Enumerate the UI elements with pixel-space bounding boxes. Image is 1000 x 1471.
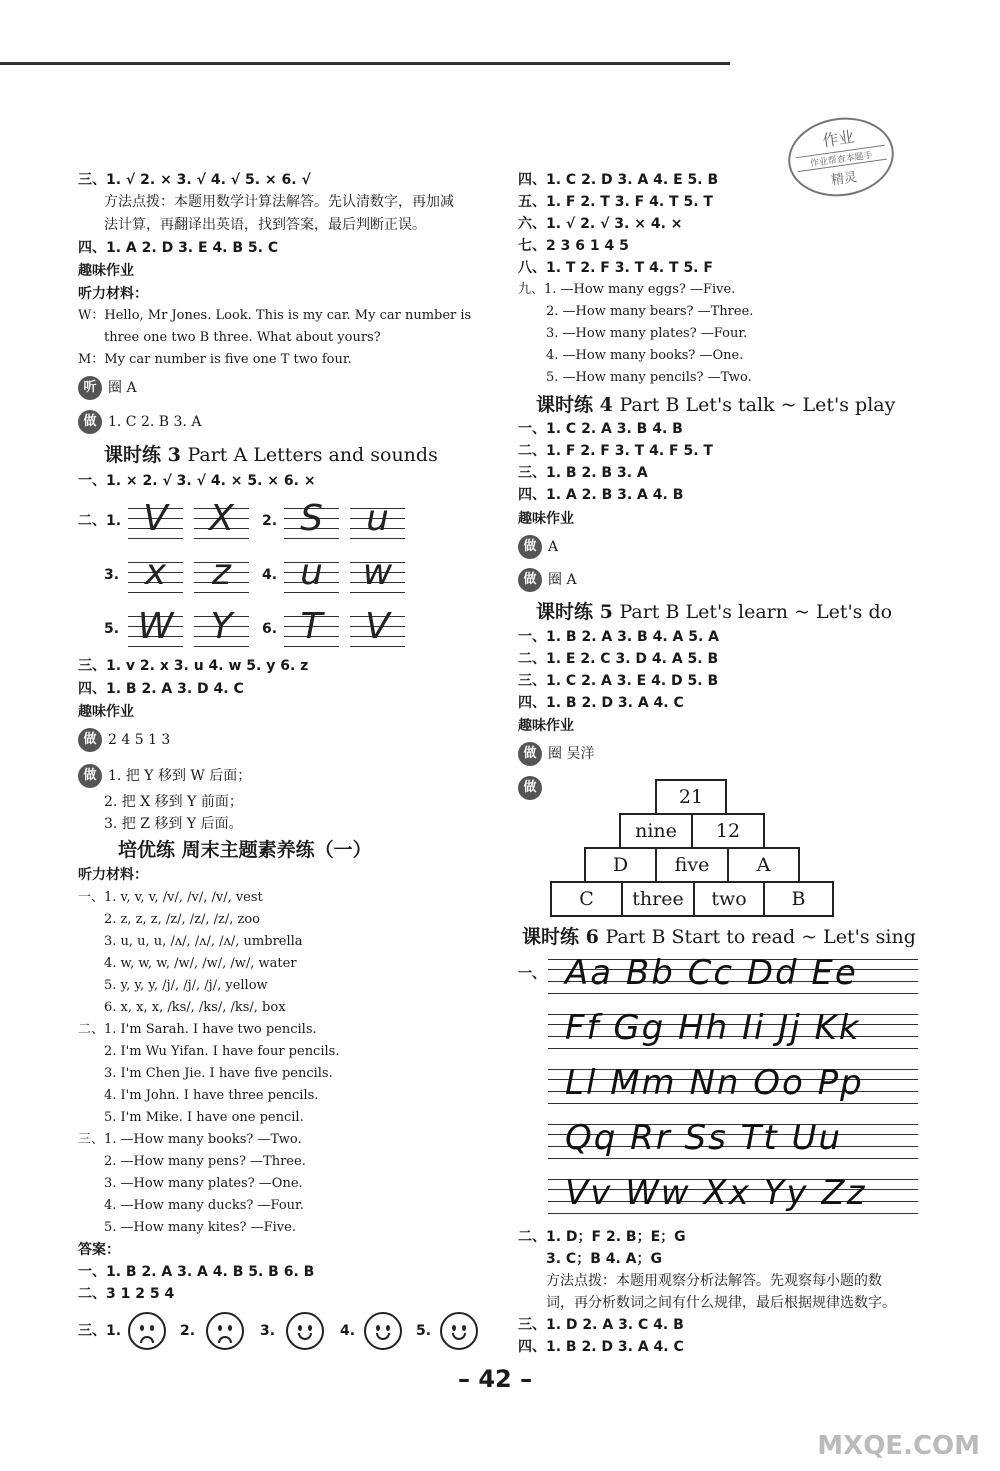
do-icon: 做 xyxy=(518,535,542,559)
listening-text: 3. u, u, u, /ʌ/, /ʌ/, /ʌ/, umbrella xyxy=(104,934,303,949)
answer-line: 做 圈 A xyxy=(518,568,577,592)
alphabet-row: Aa Bb Cc Dd Ee xyxy=(565,953,858,993)
handwritten-letter: X xyxy=(209,498,234,539)
alphabet-row: Ll Mm Nn Oo Pp xyxy=(565,1063,864,1103)
method-tip: 方法点拨：本题用观察分析法解答。先观察每小题的数 xyxy=(546,1273,882,1289)
listening-text: 5. I'm Mike. I have one pencil. xyxy=(104,1110,304,1125)
listening-text: 4. —How many ducks? —Four. xyxy=(104,1198,304,1213)
writing-box xyxy=(128,608,183,650)
answer-line: 四、1. B 2. A 3. D 4. C xyxy=(78,681,244,697)
answer-line: 六、1. √ 2. √ 3. × 4. × xyxy=(518,216,683,232)
answer-line: 二、1. E 2. C 3. D 4. A 5. B xyxy=(518,651,719,667)
handwritten-letter: Y xyxy=(210,606,233,647)
writing-box xyxy=(194,500,249,542)
answer-line: 一、1. × 2. √ 3. √ 4. × 5. × 6. × xyxy=(78,473,316,489)
answer-line: 二、3 1 2 5 4 xyxy=(78,1286,175,1302)
section-title: 课时练 6 Part B Start to read ~ Let's sing xyxy=(522,926,916,948)
answer-label: 一、 xyxy=(518,966,546,982)
stamp-seal xyxy=(783,111,899,203)
listening-text: 三、1. —How many books? —Two. xyxy=(78,1132,302,1147)
answer-line: 四、1. B 2. D 3. A 4. C xyxy=(518,695,684,711)
watermark-logo: MXQE.COM xyxy=(817,1431,980,1461)
pyramid-cell: three xyxy=(621,881,695,917)
writing-box xyxy=(350,608,405,650)
answer-label: 4. xyxy=(262,567,278,583)
section-title: 课时练 4 Part B Let's talk ~ Let's play xyxy=(536,394,896,416)
pyramid-cell: 21 xyxy=(655,779,727,815)
handwritten-letter: V xyxy=(365,606,390,647)
subheading: 趣味作业 xyxy=(78,704,134,720)
answer-line: 做 2 4 5 1 3 xyxy=(78,728,170,752)
listen-icon: 听 xyxy=(78,376,102,400)
answer-line: 四、1. A 2. B 3. A 4. B xyxy=(518,487,684,503)
answer-label: 3. xyxy=(260,1323,276,1339)
handwritten-letter: T xyxy=(300,606,323,647)
alphabet-row: Ff Gg Hh Ii Jj Kk xyxy=(565,1008,861,1048)
pyramid-cell: five xyxy=(655,847,729,883)
handwritten-letter: V xyxy=(143,498,168,539)
listening-text: 3. I'm Chen Jie. I have five pencils. xyxy=(104,1066,333,1081)
answer-label: 三、1. xyxy=(78,1323,122,1339)
pyramid-cell: 12 xyxy=(691,813,765,849)
top-rule xyxy=(0,62,730,65)
answer-line: 三、1. √ 2. × 3. √ 4. √ 5. × 6. √ xyxy=(78,172,311,188)
writing-box xyxy=(284,554,339,596)
listening-text: 6. x, x, x, /ks/, /ks/, /ks/, box xyxy=(104,1000,286,1015)
answer-line: 四、1. A 2. D 3. E 4. B 5. C xyxy=(78,240,279,256)
do-icon: 做 xyxy=(518,568,542,592)
answer-line: 二、1. F 2. F 3. T 4. F 5. T xyxy=(518,443,713,459)
handwritten-letter: u xyxy=(366,498,389,539)
dialog-line: 2. —How many bears? —Three. xyxy=(546,304,754,319)
sad-face-icon xyxy=(206,1312,244,1350)
listening-text: three one two B three. What about yours? xyxy=(104,330,381,345)
handwritten-letter: w xyxy=(362,552,393,593)
writing-box xyxy=(128,554,183,596)
happy-face-icon xyxy=(440,1312,478,1350)
pyramid-cell: C xyxy=(550,881,623,917)
ruling-line xyxy=(548,1103,918,1104)
answer-line: 七、2 3 6 1 4 5 xyxy=(518,238,629,254)
answer-label: 二、1. xyxy=(78,513,122,529)
answer-line: 三、1. B 2. B 3. A xyxy=(518,465,648,481)
listening-text: 3. —How many plates? —One. xyxy=(104,1176,303,1191)
happy-face-icon xyxy=(286,1312,324,1350)
pyramid-cell: B xyxy=(763,881,834,917)
handwritten-letter: x xyxy=(144,552,167,593)
writing-box xyxy=(194,554,249,596)
section-title: 课时练 3 Part A Letters and sounds xyxy=(104,444,438,466)
answer-label: 2. xyxy=(262,513,278,529)
writing-box xyxy=(350,500,405,542)
answer-label: 2. xyxy=(180,1323,196,1339)
answer-line: 三、1. D 2. A 3. C 4. B xyxy=(518,1317,684,1333)
answer-line: 五、1. F 2. T 3. F 4. T 5. T xyxy=(518,194,713,210)
section-title: 课时练 5 Part B Let's learn ~ Let's do xyxy=(536,601,893,623)
listening-text: 4. w, w, w, /w/, /w/, /w/, water xyxy=(104,956,297,971)
listening-text: 5. y, y, y, /j/, /j/, /j/, yellow xyxy=(104,978,268,993)
answer-line: 3. 把 Z 移到 Y 后面。 xyxy=(104,816,243,832)
answer-line: 听 圈 A xyxy=(78,376,137,400)
answer-line: 一、1. C 2. A 3. B 4. B xyxy=(518,421,683,437)
answer-label: 5. xyxy=(104,621,120,637)
listening-text: 二、1. I'm Sarah. I have two pencils. xyxy=(78,1022,317,1037)
dialog-line: 5. —How many pencils? —Two. xyxy=(546,370,752,385)
writing-box xyxy=(284,608,339,650)
writing-box xyxy=(128,500,183,542)
ruling-line xyxy=(548,993,918,994)
do-icon: 做 xyxy=(78,728,102,752)
listening-text: M：My car number is five one T two four. xyxy=(78,352,352,367)
answer-line: 一、1. B 2. A 3. B 4. A 5. A xyxy=(518,629,720,645)
pyramid-cell: A xyxy=(727,847,800,883)
subheading: 趣味作业 xyxy=(78,263,134,279)
subheading: 答案： xyxy=(78,1242,120,1258)
ruling-line xyxy=(548,1213,918,1214)
do-icon: 做 xyxy=(518,742,542,766)
answer-line: 八、1. T 2. F 3. T 4. T 5. F xyxy=(518,260,713,276)
stamp-middle: 作业帮查本题手 xyxy=(796,145,887,172)
handwritten-letter: W xyxy=(137,606,174,647)
pyramid-cell: D xyxy=(584,847,657,883)
pyramid-cell: nine xyxy=(619,813,693,849)
writing-box xyxy=(350,554,405,596)
subheading: 趣味作业 xyxy=(518,511,574,527)
answer-label: 6. xyxy=(262,621,278,637)
answer-line: 三、1. v 2. x 3. u 4. w 5. y 6. z xyxy=(78,658,309,674)
listening-text: W：Hello, Mr Jones. Look. This is my car. My car number is xyxy=(78,308,472,323)
stamp-bottom: 精灵 xyxy=(830,170,859,189)
listening-text: 2. z, z, z, /z/, /z/, /z/, zoo xyxy=(104,912,260,927)
dialog-line: 4. —How many books? —One. xyxy=(546,348,744,363)
handwritten-letter: u xyxy=(300,552,323,593)
method-tip-cont: 词，再分析数词之间有什么规律，最后根据规律选数字。 xyxy=(546,1295,896,1311)
dialog-line: 3. —How many plates? —Four. xyxy=(546,326,748,341)
section-title: 培优练 周末主题素养练（一） xyxy=(118,839,372,861)
writing-box xyxy=(284,500,339,542)
alphabet-row: Vv Ww Xx Yy Zz xyxy=(565,1173,867,1213)
answer-line: 做 圈 吴洋 xyxy=(518,742,594,766)
do-icon: 做 xyxy=(78,764,102,788)
listening-text: 4. I'm John. I have three pencils. xyxy=(104,1088,319,1103)
sad-face-icon xyxy=(128,1312,166,1350)
subheading: 听力材料： xyxy=(78,867,148,883)
answer-line xyxy=(518,776,548,800)
answer-line: 一、1. B 2. A 3. A 4. B 5. B 6. B xyxy=(78,1264,315,1280)
pyramid-cell: two xyxy=(693,881,765,917)
alphabet-row: Qq Rr Ss Tt Uu xyxy=(565,1118,843,1158)
answer-line: 做 1. C 2. B 3. A xyxy=(78,410,201,434)
ruling-line xyxy=(548,1048,918,1049)
writing-box xyxy=(194,608,249,650)
method-tip: 方法点拨：本题用数学计算法解答。先认清数字，再加减 xyxy=(104,194,454,210)
handwritten-letter: S xyxy=(300,498,323,539)
answer-line: 四、1. B 2. D 3. A 4. C xyxy=(518,1339,684,1355)
answer-line: 二、1. D；F 2. B；E；G xyxy=(518,1229,686,1245)
answer-label: 3. xyxy=(104,567,120,583)
do-icon: 做 xyxy=(518,776,542,800)
answer-line: 做 1. 把 Y 移到 W 后面； xyxy=(78,764,251,788)
answer-label: 4. xyxy=(340,1323,356,1339)
answer-label: 5. xyxy=(416,1323,432,1339)
listening-text: 2. I'm Wu Yifan. I have four pencils. xyxy=(104,1044,340,1059)
answer-line: 四、1. C 2. D 3. A 4. E 5. B xyxy=(518,172,719,188)
listening-text: 5. —How many kites? —Five. xyxy=(104,1220,296,1235)
do-icon: 做 xyxy=(78,410,102,434)
listening-text: 2. —How many pens? —Three. xyxy=(104,1154,306,1169)
handwritten-letter: z xyxy=(212,552,231,593)
page-number: – 42 – xyxy=(458,1365,533,1393)
answer-line: 做 A xyxy=(518,535,558,559)
listening-text: 一、1. v, v, v, /v/, /v/, /v/, vest xyxy=(78,890,263,905)
dialog-line: 九、1. —How many eggs? —Five. xyxy=(518,282,736,297)
answer-line: 三、1. C 2. A 3. E 4. D 5. B xyxy=(518,673,719,689)
answer-line: 2. 把 X 移到 Y 前面； xyxy=(104,794,243,810)
method-tip-cont: 法计算，再翻译出英语，找到答案，最后判断正误。 xyxy=(104,217,426,233)
ruling-line xyxy=(548,1158,918,1159)
subheading: 听力材料： xyxy=(78,286,148,302)
subheading: 趣味作业 xyxy=(518,718,574,734)
stamp-top: 作业 xyxy=(821,127,856,151)
happy-face-icon xyxy=(364,1312,402,1350)
answer-line: 3. C；B 4. A；G xyxy=(546,1251,663,1267)
